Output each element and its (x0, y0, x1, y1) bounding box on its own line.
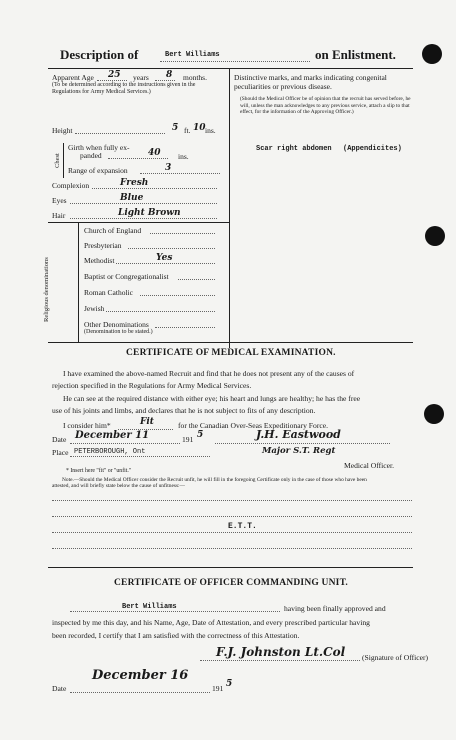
eyes-value: Blue (120, 193, 144, 203)
commanding-line-1: having been finally approved and (284, 604, 386, 613)
form-title (60, 47, 138, 63)
commanding-recruit-name: Bert Williams (122, 603, 177, 611)
medical-year-suffix: 5 (197, 430, 204, 440)
title-suffix: on Enlistment. (315, 47, 396, 62)
age-months: 8 (166, 70, 173, 80)
medical-date-label: Date (52, 435, 67, 444)
marks-header: Distinctive marks, and marks indicating congenital peculiarities or previous disease. (234, 73, 387, 91)
height-in-label: ins. (205, 126, 216, 135)
commanding-date-value: December 16 (92, 668, 189, 683)
medical-note-1: Note.—Should the Medical Officer consider the Recruit unfit, he will fill in the foregoing Certificate only in the case of those who have been (62, 477, 367, 483)
commanding-date-label: Date (52, 684, 67, 693)
medical-paragraph-2: He can see at the required distance with either eye; his heart and lungs are healthy; he has the free (63, 394, 361, 403)
commanding-year-suffix: 5 (226, 679, 233, 689)
title-prefix: Description of (60, 47, 139, 62)
medical-officer-label: Medical Officer. (344, 461, 395, 470)
religion-jewish: Jewish (84, 304, 105, 313)
fitness-value: Fit (140, 417, 154, 427)
chest-girth-value: 40 (148, 148, 161, 158)
place-label: Place (52, 448, 69, 457)
place-value: PETERBOROUGH, Ont (74, 448, 146, 456)
commanding-line-3: been recorded, I certify that I am satisfied with the correctness of this Attestation. (52, 631, 300, 640)
commanding-line-2: inspected by me this day, and his Name, Age, Date of Attestation, and every prescribed particular having (52, 618, 370, 627)
age-years-label: years (133, 73, 149, 82)
medical-year-prefix: 191 (182, 435, 194, 444)
height-label: Height (52, 126, 73, 135)
religion-methodist: Methodist (84, 256, 115, 265)
commanding-heading: CERTIFICATE OF OFFICER COMMANDING UNIT. (114, 578, 348, 588)
commanding-signature: F.J. Johnston Lt.Col (216, 645, 346, 659)
consider-label: I consider him* (63, 421, 111, 430)
hair-value: Light Brown (118, 208, 181, 218)
punch-hole-middle (425, 226, 445, 246)
chest-girth-label-2: panded (80, 151, 102, 160)
medical-paragraph-2b: use of his joints and limbs, and declares that he is not subject to fits of any description. (52, 406, 316, 415)
age-note: (To be determined according to the instructions given in the Regulations for Army Medical Services.) (52, 82, 196, 95)
commanding-year-prefix: 191 (212, 684, 224, 693)
complexion-label: Complexion (52, 181, 90, 190)
recruit-name: Bert Williams (165, 51, 220, 59)
medical-paragraph-1: I have examined the above-named Recruit and find that he does not present any of the causes of (63, 369, 355, 378)
age-months-label: months. (183, 73, 207, 82)
unfit-stamp: E.T.T. (228, 522, 257, 531)
medical-heading: CERTIFICATE OF MEDICAL EXAMINATION. (126, 348, 336, 358)
height-ft: 5 (172, 123, 179, 133)
commanding-signature-label: (Signature of Officer) (362, 653, 429, 662)
eyes-label: Eyes (52, 196, 67, 205)
medical-footnote: * Insert here "fit" or "unfit." (66, 468, 132, 474)
religion-methodist-value: Yes (156, 253, 173, 263)
medical-officer-signature: J.H. Eastwood (256, 428, 341, 441)
religion-baptist: Baptist or Congregationalist (84, 272, 169, 281)
medical-note-2: attested, and will briefly state below the cause of unfitness:— (52, 483, 185, 489)
chest-range-label: Range of expansion (68, 166, 128, 175)
punch-hole-bottom (424, 404, 444, 424)
punch-hole-top (422, 44, 442, 64)
medical-paragraph-1b: rejection specified in the Regulations for Army Medical Services. (52, 381, 252, 390)
marks-note: (Should the Medical Officer be of opinion that the recruit has served before, he will, unless the man acknowledges to any previous service, attach a slip to that effect, for the information of the Approving Officer.) (240, 96, 411, 115)
religion-presbyterian: Presbyterian (84, 241, 122, 250)
medical-date-value: December 11 (75, 430, 150, 441)
religion-side-label: Religious denominations (43, 257, 50, 322)
height-ft-label: ft. (184, 126, 191, 135)
marks-scar-note: (Appendicites) (343, 145, 402, 153)
religion-church-of-england: Church of England (84, 226, 142, 235)
force-text: for the Canadian Over-Seas Expeditionary Force. (178, 421, 328, 430)
age-years: 25 (108, 70, 121, 80)
chest-side-label: Chest (54, 153, 61, 168)
chest-range-value: 3 (165, 163, 172, 173)
medical-officer-rank: Major S.T. Regt (262, 446, 336, 456)
height-in: 10 (193, 123, 206, 133)
marks-scar: Scar right abdomen (256, 145, 332, 153)
age-label: Apparent Age (52, 73, 94, 82)
religion-roman-catholic: Roman Catholic (84, 288, 133, 297)
religion-other-note: (Denomination to be stated.) (84, 329, 153, 335)
religion-other: Other Denominations (84, 320, 149, 329)
chest-girth-label: Girth when fully ex- (68, 143, 130, 152)
chest-girth-unit: ins. (178, 152, 189, 161)
complexion-value: Fresh (120, 178, 149, 188)
hair-label: Hair (52, 211, 66, 220)
